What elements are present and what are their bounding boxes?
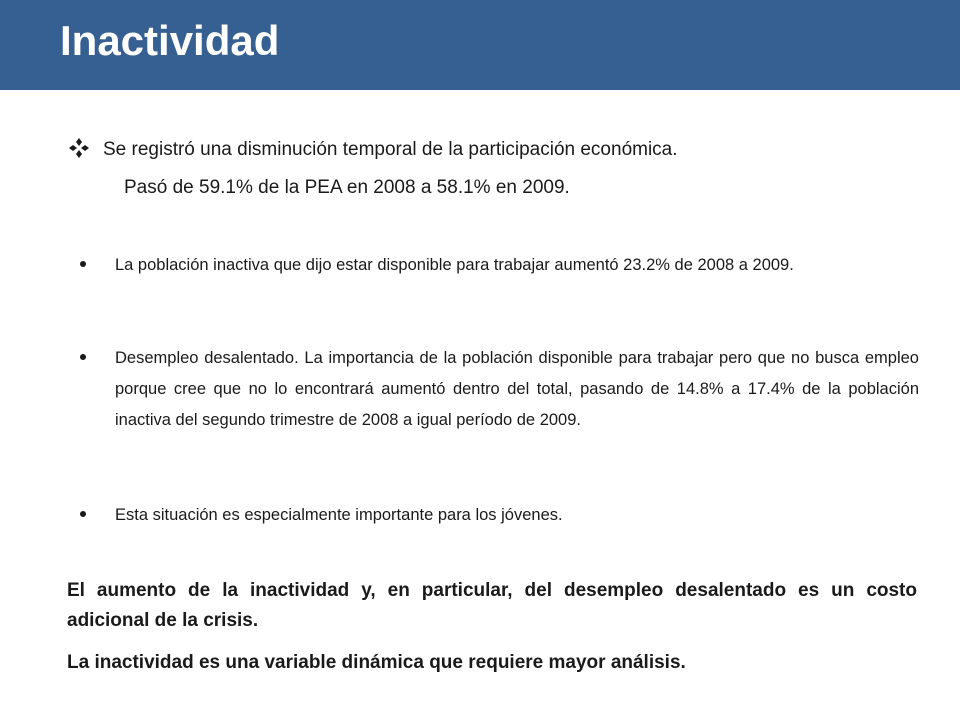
diamond-bullet-icon xyxy=(68,137,90,159)
main-point-subtext: Pasó de 59.1% de la PEA en 2008 a 58.1% en 2009. xyxy=(124,177,570,198)
slide-title: Inactividad xyxy=(60,17,280,64)
bullet-dot-icon xyxy=(80,511,86,517)
main-point-text: Se registró una disminución temporal de la participación económica. xyxy=(103,139,678,160)
title-bar xyxy=(0,0,960,90)
bullet-text: La población inactiva que dijo estar disponible para trabajar aumentó 23.2% de 2008 a 2009. xyxy=(115,256,794,274)
conclusion-first: El aumento de la inactividad y, en particular, del desempleo desalentado es un costo adicional de la crisis. xyxy=(67,580,917,631)
bullet-text: Esta situación es especialmente importante para los jóvenes. xyxy=(115,506,563,524)
bullet-text: Desempleo desalentado. La importancia de la población disponible para trabajar pero que no busca empleo porque cree que no lo encontrará aumentó dentro del total, pasando de 14.8% a 17.4% de la población inactiva del segundo trimestre de 2008 a igual período de 2009. xyxy=(115,349,919,429)
bullet-dot-icon xyxy=(80,354,86,360)
bullet-dot-icon xyxy=(80,261,86,267)
conclusion-second: La inactividad es una variable dinámica que requiere mayor análisis. xyxy=(67,652,686,673)
